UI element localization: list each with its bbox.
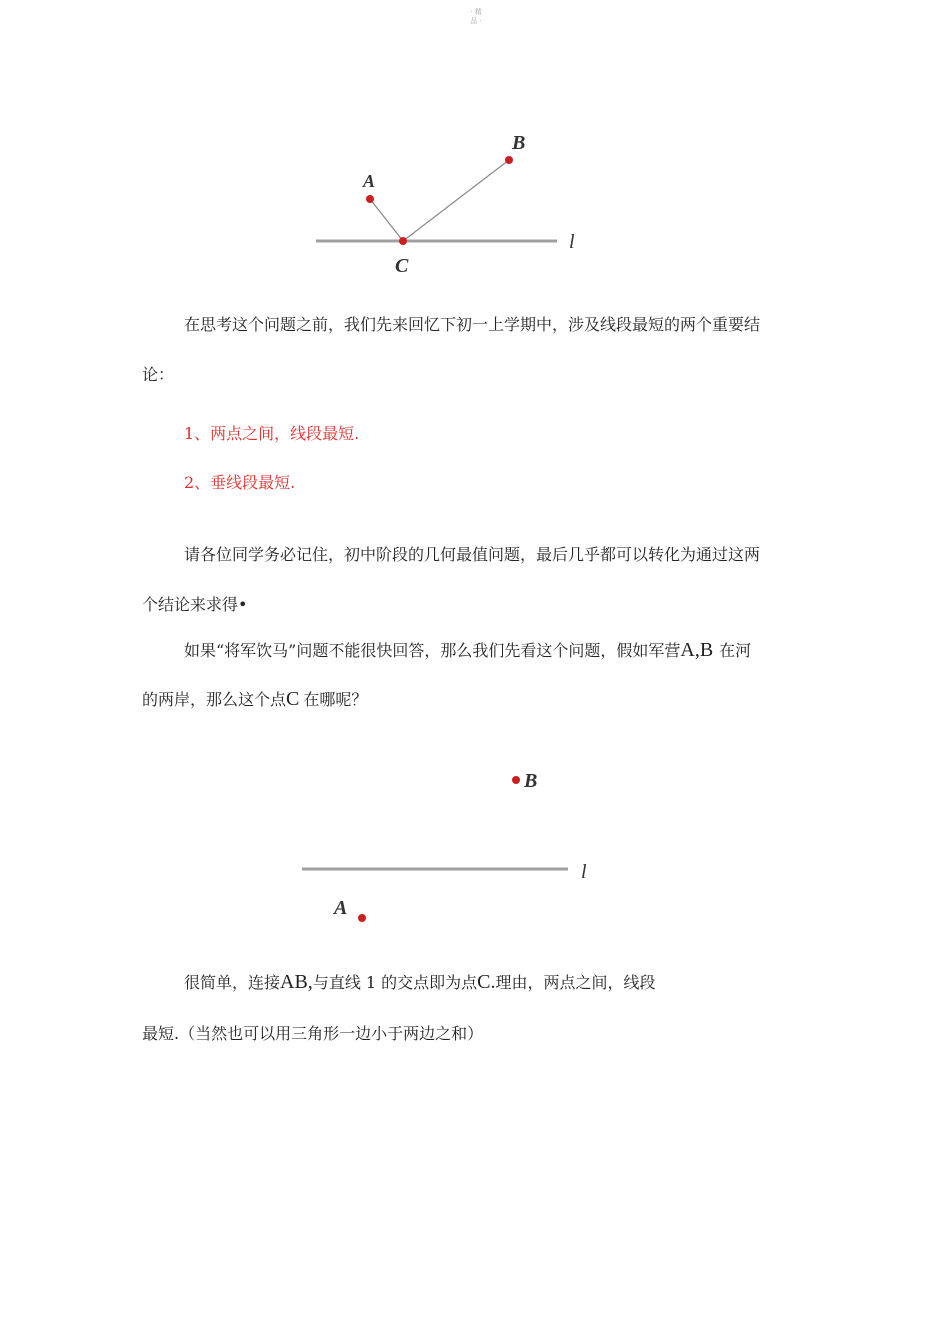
conclusion-1: 1、两点之间，线段最短.	[184, 424, 360, 443]
para3-line1	[184, 638, 751, 662]
para3-camps: A,B	[680, 639, 714, 661]
para2-line1: 请各位同学务必记住，初中阶段的几何最值问题，最后几乎都可以转化为通过这两	[184, 545, 761, 564]
point-c	[399, 237, 407, 245]
para3-text-a: 如果“将军饮马”问题不能很快回答，那么我们先看这个问题，假如军营	[184, 641, 681, 660]
conclusion-2: 2、垂线段最短.	[184, 473, 296, 492]
para3-text-e: 在哪呢？	[303, 690, 368, 709]
point-a	[366, 195, 374, 203]
point-b	[512, 776, 520, 784]
para1-line1: 在思考这个问题之前，我们先来回忆下初一上学期中，涉及线段最短的两个重要结	[184, 315, 761, 334]
para2-line2: 个结论来求得•	[142, 595, 248, 614]
header-mark-bottom: 品 ·	[470, 17, 482, 25]
point-a	[358, 914, 366, 922]
segment-cb	[403, 160, 509, 241]
para3-point-c: C	[286, 688, 300, 710]
page-header-mark	[466, 8, 486, 26]
label-c: C	[395, 255, 409, 277]
point-b	[505, 156, 513, 164]
label-l: l	[581, 861, 587, 883]
para3-text-c: 在河	[719, 641, 752, 660]
label-l: l	[569, 231, 575, 253]
para3-text-d: 的两岸，那么这个点	[142, 690, 287, 709]
para3-line2	[142, 687, 367, 711]
label-a: A	[363, 171, 376, 191]
label-a: A	[334, 897, 348, 919]
header-mark-top: · 精	[470, 8, 482, 16]
para1-line2: 论：	[142, 365, 175, 384]
label-b: B	[512, 132, 526, 154]
segment-ac	[370, 199, 403, 241]
para4-text-a: 很简单，连接	[184, 973, 281, 992]
para4-text-e: 理由，两点之间，线段	[495, 973, 656, 992]
para4-point-c: C.	[477, 971, 496, 993]
para4-line2: 最短.（当然也可以用三角形一边小于两边之和）	[142, 1024, 484, 1043]
label-b: B	[524, 770, 538, 792]
figure-1-diagram	[300, 120, 600, 285]
figure-2-diagram	[290, 760, 610, 935]
para4-text-c: 与直线 1 的交点即为点	[312, 973, 478, 992]
para4-line1	[184, 970, 656, 994]
para4-ab: AB,	[280, 971, 313, 993]
